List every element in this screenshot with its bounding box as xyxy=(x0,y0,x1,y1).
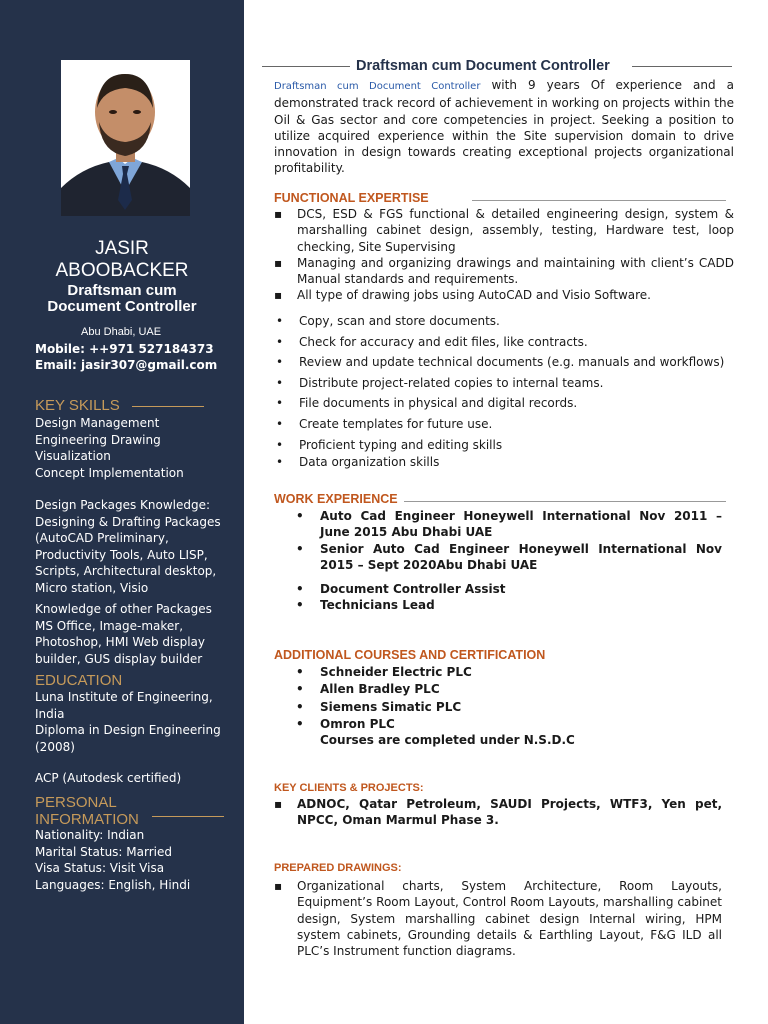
package-line: Design Packages Knowledge: xyxy=(35,498,211,512)
list-item: • Data organization skills xyxy=(274,454,734,475)
course-item: • Omron PLC xyxy=(294,716,722,732)
functional-dot-list xyxy=(274,313,734,474)
list-item: ▪ Organizational charts, System Architecture, Room Layouts, Equipment’s Room Layout, Control Room Layouts, marshalling cabinet design, System marshalling cabinet design Internal wiring, HPM system cabinets, Grounding details & Earthling Layout, F&G ILD all PLC’s Instrument function diagrams. xyxy=(274,878,722,959)
work-list xyxy=(294,508,722,614)
skill-item: Concept Implementation xyxy=(35,465,184,480)
list-item: ▪ Managing and organizing drawings and maintaining with client’s CADD Manual standards and requirements. xyxy=(274,255,734,288)
clients-heading: KEY CLIENTS & PROJECTS: xyxy=(274,782,424,794)
work-item: • Technicians Lead xyxy=(294,597,722,613)
list-item: • Copy, scan and store documents. xyxy=(274,313,734,334)
role-line-2: Document Controller xyxy=(47,298,197,315)
location: Abu Dhabi, UAE xyxy=(81,326,162,338)
skill-item: Engineering Drawing xyxy=(35,432,161,447)
education-line: (2008) xyxy=(35,739,75,754)
work-item: • Senior Auto Cad Engineer Honeywell International Nov 2015 – Sept 2020Abu Dhabi UAE xyxy=(294,541,722,574)
summary-text xyxy=(274,77,734,177)
list-item: • File documents in physical and digital records. xyxy=(274,395,734,416)
functional-rule xyxy=(472,200,726,201)
title-rule-left xyxy=(262,66,350,67)
summary-body: with 9 years Of experience and a demonstrated track record of achievement in working on projects within the Oil & Gas sector and core competencies in project. Seeking a position to utilize acquired experience within the Site supervision domain to drive innovation in design towards creating exceptional projects organizational profitability. xyxy=(274,78,734,176)
list-item: ▪ ADNOC, Qatar Petroleum, SAUDI Projects, WTF3, Yen pet, NPCC, Oman Marmul Phase 3. xyxy=(274,796,722,829)
skill-item: Visualization xyxy=(35,449,111,463)
package-line: MS Office, Image-maker, xyxy=(35,618,184,633)
profile-photo xyxy=(61,60,190,216)
list-item: • Review and update technical documents (e.g. manuals and workflows) xyxy=(274,354,734,375)
package-line: (AutoCAD Preliminary, xyxy=(35,531,169,545)
personal-rule xyxy=(152,816,224,817)
profile-role xyxy=(0,283,244,315)
personal-heading-line-1: PERSONAL xyxy=(35,794,117,811)
title-rule-right xyxy=(632,66,732,67)
education-list xyxy=(35,689,235,755)
name-line-2: ABOOBACKER xyxy=(55,260,189,281)
key-skills-list xyxy=(35,415,235,481)
design-packages xyxy=(35,497,235,596)
functional-heading: FUNCTIONAL EXPERTISE xyxy=(274,191,429,205)
personal-heading-line-2: INFORMATION xyxy=(35,811,139,828)
main-content xyxy=(244,0,768,1024)
package-line: Photoshop, HMI Web display xyxy=(35,635,205,649)
work-item: • Document Controller Assist xyxy=(294,581,722,597)
personal-line: Marital Status: Married xyxy=(35,844,172,859)
package-line: Scripts, Architectural desktop, xyxy=(35,564,217,578)
personal-line: Languages: English, Hindi xyxy=(35,877,191,892)
skill-item: Design Management xyxy=(35,416,160,430)
courses-note: Courses are completed under N.S.D.C xyxy=(320,733,575,748)
courses-heading: ADDITIONAL COURSES AND CERTIFICATION xyxy=(274,648,546,662)
package-line: Micro station, Visio xyxy=(35,580,149,595)
course-item: • Allen Bradley PLC xyxy=(294,681,722,697)
role-line-1: Draftsman cum xyxy=(67,282,177,299)
other-packages xyxy=(35,601,235,667)
clients-list xyxy=(274,796,722,829)
summary-title: Draftsman cum Document Controller xyxy=(356,58,610,74)
work-rule xyxy=(404,501,726,502)
package-line: Knowledge of other Packages xyxy=(35,602,212,616)
course-item: • Schneider Electric PLC xyxy=(294,664,722,680)
summary-highlight: Draftsman cum Document Controller xyxy=(274,81,481,92)
course-item: • Siemens Simatic PLC xyxy=(294,699,722,715)
key-skills-heading: KEY SKILLS xyxy=(35,397,120,414)
package-line: Productivity Tools, Auto LISP, xyxy=(35,547,208,562)
education-line: Luna Institute of Engineering, xyxy=(35,690,213,704)
drawings-list xyxy=(274,878,722,959)
work-item: • Auto Cad Engineer Honeywell International Nov 2011 – June 2015 Abu Dhabi UAE xyxy=(294,508,722,541)
education-line: Diploma in Design Engineering xyxy=(35,723,221,737)
list-item: • Create templates for future use. xyxy=(274,416,734,437)
personal-line: Visa Status: Visit Visa xyxy=(35,861,165,875)
drawings-heading: PREPARED DRAWINGS: xyxy=(274,862,402,874)
personal-line: Nationality: Indian xyxy=(35,828,145,842)
list-item: • Proficient typing and editing skills xyxy=(274,437,734,454)
personal-list xyxy=(35,827,235,893)
email: Email: jasir307@gmail.com xyxy=(35,358,218,372)
list-item: • Distribute project-related copies to internal teams. xyxy=(274,375,734,396)
list-item: ▪ DCS, ESD & FGS functional & detailed engineering design, system & marshalling cabinet design, assembly, testing, Hardware test, loop checking, Site Supervising xyxy=(274,206,734,255)
package-line: builder, GUS display builder xyxy=(35,651,203,666)
personal-heading xyxy=(35,794,139,828)
work-heading: WORK EXPERIENCE xyxy=(274,492,398,506)
name-line-1: JASIR xyxy=(95,238,149,259)
list-item: ▪ All type of drawing jobs using AutoCAD and Visio Software. xyxy=(274,287,734,303)
list-item: • Check for accuracy and edit files, like contracts. xyxy=(274,334,734,355)
functional-square-list xyxy=(274,206,734,304)
profile-name xyxy=(0,238,244,282)
certification xyxy=(35,770,235,787)
package-line: Designing & Drafting Packages xyxy=(35,514,221,529)
sidebar xyxy=(0,0,244,1024)
mobile: Mobile: ++971 527184373 xyxy=(35,342,214,356)
courses-list xyxy=(294,664,722,748)
education-heading: EDUCATION xyxy=(35,672,123,689)
education-line: India xyxy=(35,706,65,721)
key-skills-rule xyxy=(132,406,204,407)
cert-line: ACP (Autodesk certified) xyxy=(35,771,182,785)
